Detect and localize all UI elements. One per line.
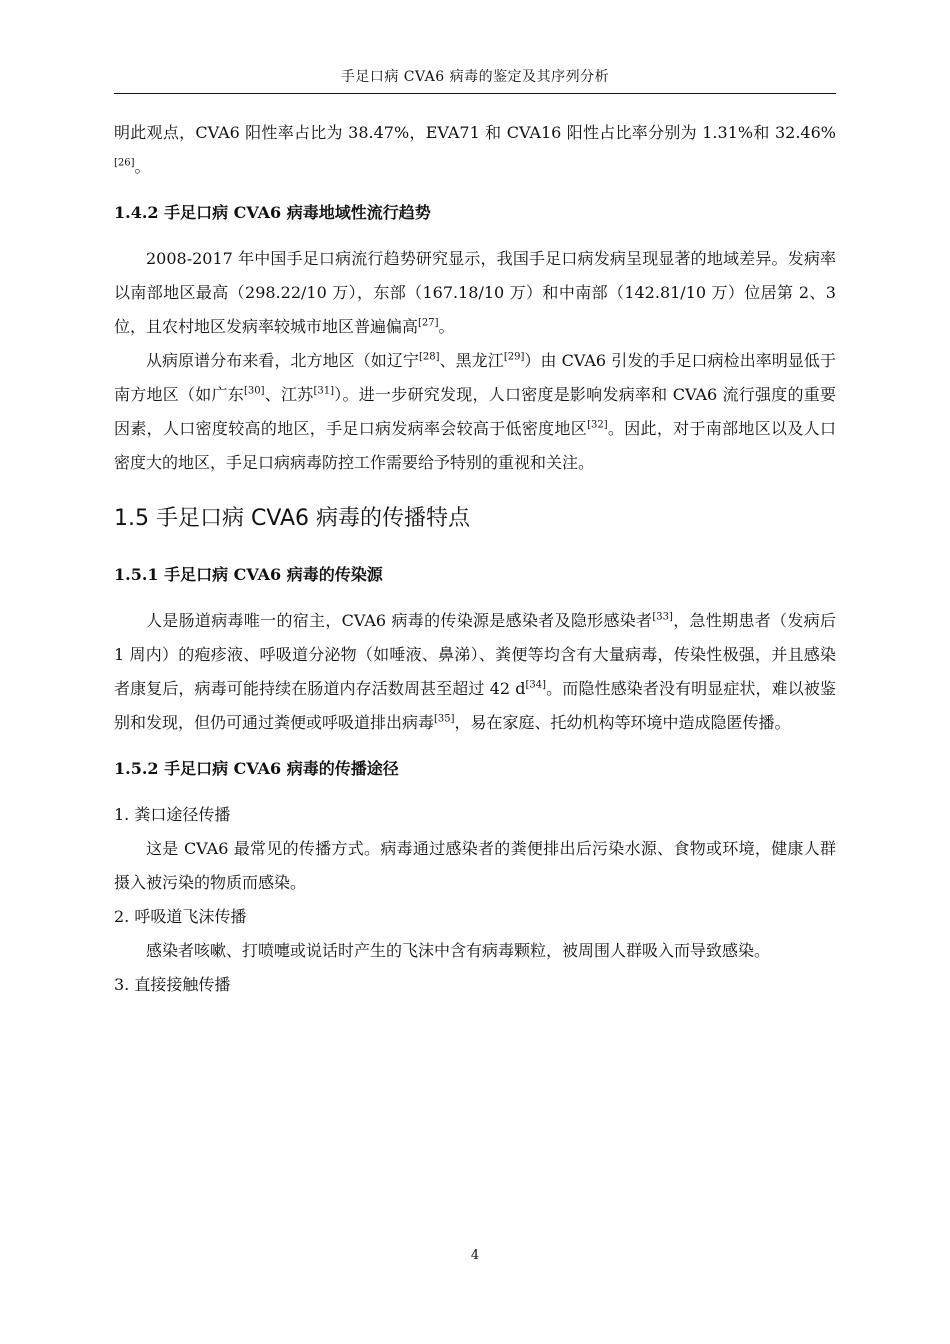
running-header: 手足口病 CVA6 病毒的鉴定及其序列分析 xyxy=(340,69,610,85)
section-heading-1-5: 1.5 手足口病 CVA6 病毒的传播特点 xyxy=(114,506,471,531)
paragraph-infection-source: 人是肠道病毒唯一的宿主，CVA6 病毒的传染源是感染者及隐形感染者[33]，急性期患者（发病后 1 周内）的疱疹液、呼吸道分泌物（如唾液、鼻涕）、粪便等均含有大量病毒，传染性极强，并且感染者康复后，病毒可能持续在肠道内存活数周甚至超过 42 d[34]。而隐性感染者没有明显症状，难以被鉴别和发现，但仍可通过粪便或呼吸道排出病毒[35]，易在家庭、托幼机构等环境中造成隐匿传播。 xyxy=(114,611,836,732)
paragraph-intro: 明此观点，CVA6 阳性率占比为 38.47%，EVA71 和 CVA16 阳性占比率分别为 1.31%和 32.46%[26]。 xyxy=(114,123,836,176)
section-heading-1-5-1: 1.5.1 手足口病 CVA6 病毒的传染源 xyxy=(114,565,383,584)
paragraph-regional-trend: 2008-2017 年中国手足口病流行趋势研究显示，我国手足口病发病呈现显著的地域差异。发病率以南部地区最高（298.22/10 万），东部（167.18/10 万）和中南部（142.81/10 万）位居第 2、3 位，且农村地区发病率较城市地区普遍偏高[27]。 xyxy=(114,249,836,336)
section-heading-1-4-2: 1.4.2 手足口病 CVA6 病毒地域性流行趋势 xyxy=(114,203,431,222)
page-number: 4 xyxy=(470,1248,480,1263)
route-item-1-label: 1. 粪口途径传播 xyxy=(114,805,231,824)
route-item-3-label: 3. 直接接触传播 xyxy=(114,975,231,994)
citation-27[interactable]: [27] xyxy=(418,317,439,329)
header-rule xyxy=(114,93,836,94)
citation-35[interactable]: [35] xyxy=(434,713,455,725)
citation-33[interactable]: [33] xyxy=(652,611,673,623)
citation-30[interactable]: [30] xyxy=(243,385,265,397)
route-item-2-text: 感染者咳嗽、打喷嚏或说话时产生的飞沫中含有病毒颗粒，被周围人群吸入而导致感染。 xyxy=(146,941,771,960)
citation-34[interactable]: [34] xyxy=(525,679,547,691)
citation-32[interactable]: [32] xyxy=(587,419,608,431)
citation-28[interactable]: [28] xyxy=(418,351,440,363)
section-heading-1-5-2: 1.5.2 手足口病 CVA6 病毒的传播途径 xyxy=(114,759,399,778)
citation-31[interactable]: [31] xyxy=(313,385,335,397)
route-item-1-text: 这是 CVA6 最常见的传播方式。病毒通过感染者的粪便排出后污染水源、食物或环境，健康人群摄入被污染的物质而感染。 xyxy=(114,839,836,892)
paragraph-pathogen-distribution: 从病原谱分布来看，北方地区（如辽宁[28]、黑龙江[29]）由 CVA6 引发的手足口病检出率明显低于南方地区（如广东[30]、江苏[31]）。进一步研究发现，人口密度是影响发病率和 CVA6 流行强度的重要因素，人口密度较高的地区，手足口病发病率会较高于低密度地区[32]。因此，对于南部地区以及人口密度大的地区，手足口病病毒防控工作需要给予特别的重视和关注。 xyxy=(114,351,836,472)
citation-26[interactable]: [26] xyxy=(114,157,135,169)
citation-29[interactable]: [29] xyxy=(503,351,525,363)
route-item-2-label: 2. 呼吸道飞沫传播 xyxy=(114,907,247,926)
page-content xyxy=(114,116,836,1002)
